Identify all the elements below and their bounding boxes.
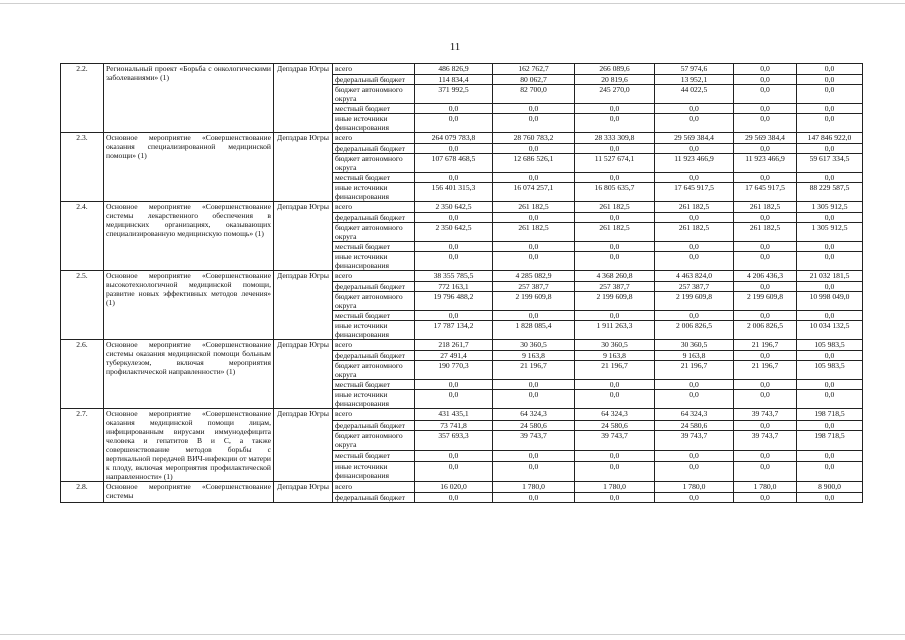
funding-amount: 0,0 [734, 252, 797, 271]
funding-amount: 1 305 912,5 [797, 223, 863, 242]
funding-amount: 1 780,0 [655, 482, 734, 493]
funding-amount: 0,0 [797, 420, 863, 431]
funding-amount: 0,0 [655, 114, 734, 133]
funding-source: всего [333, 409, 415, 421]
funding-amount: 4 368 260,8 [575, 271, 655, 282]
funding-source: федеральный бюджет [333, 493, 415, 503]
funding-source: бюджет автономного округа [333, 431, 415, 451]
funding-amount: 0,0 [575, 451, 655, 462]
funding-amount: 0,0 [734, 75, 797, 85]
measure-description: Основное мероприятие «Совершенствование оказания медицинской помощи лицам, инфицированным вирусами иммунодефицита человека и гепатитов В и С, а также совершенствование методов борьбы с вертикальной передачей ВИЧ-инфекции от матери к плоду, включая мероприятия профилактической направленности» (1) [104, 409, 274, 482]
funding-amount: 0,0 [734, 282, 797, 292]
funding-amount: 0,0 [575, 252, 655, 271]
funding-amount: 0,0 [734, 493, 797, 503]
funding-amount: 16 074 257,1 [493, 183, 575, 202]
funding-amount: 0,0 [734, 104, 797, 114]
funding-source: иные источники финансирования [333, 461, 415, 481]
funding-amount: 8 900,0 [797, 482, 863, 493]
table-row [61, 482, 863, 493]
funding-amount: 1 911 263,3 [575, 321, 655, 340]
funding-amount: 39 743,7 [734, 409, 797, 421]
funding-amount: 0,0 [734, 380, 797, 390]
funding-amount: 21 032 181,5 [797, 271, 863, 282]
row-number: 2.8. [61, 482, 104, 503]
funding-amount: 218 261,7 [415, 340, 493, 351]
responsible-executor: Депздрав Югры [274, 482, 333, 503]
funding-amount: 44 022,5 [655, 85, 734, 104]
funding-amount: 105 983,5 [797, 361, 863, 380]
funding-amount: 0,0 [797, 144, 863, 154]
funding-amount: 11 527 674,1 [575, 154, 655, 173]
row-number: 2.2. [61, 64, 104, 133]
funding-amount: 4 285 082,9 [493, 271, 575, 282]
funding-source: бюджет автономного округа [333, 154, 415, 173]
funding-amount: 261 182,5 [734, 202, 797, 213]
funding-amount: 0,0 [415, 461, 493, 481]
funding-amount: 0,0 [655, 390, 734, 409]
funding-amount: 0,0 [493, 252, 575, 271]
scan-top-edge [0, 3, 905, 4]
funding-amount: 0,0 [797, 493, 863, 503]
funding-amount: 0,0 [493, 104, 575, 114]
funding-amount: 0,0 [734, 351, 797, 361]
funding-amount: 264 079 783,8 [415, 133, 493, 144]
funding-amount: 1 305 912,5 [797, 202, 863, 213]
funding-amount: 4 463 824,0 [655, 271, 734, 282]
funding-amount: 0,0 [575, 242, 655, 252]
funding-amount: 0,0 [415, 114, 493, 133]
funding-amount: 2 199 609,8 [575, 292, 655, 311]
funding-amount: 0,0 [493, 242, 575, 252]
funding-amount: 0,0 [575, 144, 655, 154]
funding-amount: 486 826,9 [415, 64, 493, 75]
funding-source: иные источники финансирования [333, 114, 415, 133]
funding-source: иные источники финансирования [333, 390, 415, 409]
funding-amount: 0,0 [797, 213, 863, 223]
funding-amount: 0,0 [575, 380, 655, 390]
funding-source: федеральный бюджет [333, 420, 415, 431]
funding-amount: 17 787 134,2 [415, 321, 493, 340]
row-number: 2.6. [61, 340, 104, 409]
responsible-executor: Депздрав Югры [274, 271, 333, 340]
responsible-executor: Депздрав Югры [274, 64, 333, 133]
funding-amount: 21 196,7 [734, 361, 797, 380]
funding-amount: 2 199 609,8 [655, 292, 734, 311]
funding-source: бюджет автономного округа [333, 223, 415, 242]
funding-amount: 0,0 [797, 75, 863, 85]
funding-amount: 0,0 [797, 390, 863, 409]
funding-amount: 57 974,6 [655, 64, 734, 75]
funding-amount: 11 923 466,9 [734, 154, 797, 173]
funding-amount: 114 834,4 [415, 75, 493, 85]
funding-amount: 107 678 468,5 [415, 154, 493, 173]
funding-source: всего [333, 482, 415, 493]
funding-amount: 257 387,7 [493, 282, 575, 292]
funding-amount: 266 089,6 [575, 64, 655, 75]
funding-source: иные источники финансирования [333, 252, 415, 271]
funding-amount: 0,0 [734, 451, 797, 462]
funding-amount: 0,0 [575, 493, 655, 503]
funding-source: всего [333, 64, 415, 75]
funding-amount: 1 780,0 [575, 482, 655, 493]
funding-amount: 0,0 [493, 144, 575, 154]
funding-amount: 82 700,0 [493, 85, 575, 104]
funding-amount: 24 580,6 [575, 420, 655, 431]
funding-source: иные источники финансирования [333, 183, 415, 202]
funding-amount: 19 796 488,2 [415, 292, 493, 311]
table-row [61, 133, 863, 144]
responsible-executor: Депздрав Югры [274, 133, 333, 202]
funding-amount: 17 645 917,5 [734, 183, 797, 202]
funding-amount: 0,0 [734, 85, 797, 104]
funding-amount: 0,0 [415, 242, 493, 252]
funding-amount: 261 182,5 [493, 223, 575, 242]
funding-amount: 0,0 [797, 282, 863, 292]
funding-amount: 73 741,8 [415, 420, 493, 431]
funding-amount: 0,0 [734, 461, 797, 481]
funding-amount: 0,0 [575, 114, 655, 133]
funding-amount: 13 952,1 [655, 75, 734, 85]
funding-amount: 0,0 [493, 213, 575, 223]
funding-amount: 0,0 [797, 242, 863, 252]
funding-source: всего [333, 133, 415, 144]
budget-table-body [61, 64, 863, 503]
funding-source: бюджет автономного округа [333, 85, 415, 104]
funding-amount: 30 360,5 [575, 340, 655, 351]
funding-source: федеральный бюджет [333, 282, 415, 292]
funding-amount: 0,0 [493, 173, 575, 183]
page-number: 11 [449, 41, 461, 53]
funding-amount: 39 743,7 [734, 431, 797, 451]
funding-amount: 64 324,3 [655, 409, 734, 421]
budget-table [60, 63, 863, 503]
funding-amount: 0,0 [797, 64, 863, 75]
funding-amount: 38 355 785,5 [415, 271, 493, 282]
funding-source: федеральный бюджет [333, 144, 415, 154]
funding-amount: 24 580,6 [493, 420, 575, 431]
funding-amount: 0,0 [797, 351, 863, 361]
row-number: 2.5. [61, 271, 104, 340]
row-number: 2.7. [61, 409, 104, 482]
funding-source: федеральный бюджет [333, 351, 415, 361]
funding-amount: 16 805 635,7 [575, 183, 655, 202]
funding-source: бюджет автономного округа [333, 361, 415, 380]
funding-amount: 0,0 [797, 252, 863, 271]
funding-amount: 0,0 [575, 461, 655, 481]
funding-amount: 0,0 [493, 493, 575, 503]
funding-amount: 0,0 [734, 64, 797, 75]
funding-amount: 4 206 436,3 [734, 271, 797, 282]
funding-amount: 0,0 [655, 242, 734, 252]
scan-bottom-edge [0, 634, 905, 635]
funding-amount: 9 163,8 [655, 351, 734, 361]
funding-amount: 431 435,1 [415, 409, 493, 421]
funding-amount: 0,0 [493, 390, 575, 409]
funding-amount: 0,0 [655, 252, 734, 271]
funding-amount: 88 229 587,5 [797, 183, 863, 202]
funding-amount: 0,0 [493, 451, 575, 462]
funding-amount: 190 770,3 [415, 361, 493, 380]
funding-amount: 0,0 [575, 390, 655, 409]
funding-amount: 16 020,0 [415, 482, 493, 493]
funding-amount: 0,0 [797, 311, 863, 321]
funding-amount: 0,0 [655, 213, 734, 223]
funding-amount: 0,0 [493, 380, 575, 390]
funding-amount: 12 686 526,1 [493, 154, 575, 173]
funding-source: местный бюджет [333, 242, 415, 252]
funding-amount: 245 270,0 [575, 85, 655, 104]
funding-amount: 1 828 085,4 [493, 321, 575, 340]
funding-amount: 0,0 [415, 173, 493, 183]
funding-amount: 156 401 315,3 [415, 183, 493, 202]
funding-amount: 261 182,5 [655, 223, 734, 242]
row-number: 2.4. [61, 202, 104, 271]
funding-amount: 261 182,5 [655, 202, 734, 213]
funding-amount: 0,0 [734, 144, 797, 154]
table-row [61, 409, 863, 421]
funding-amount: 10 034 132,5 [797, 321, 863, 340]
funding-amount: 2 006 826,5 [655, 321, 734, 340]
funding-source: федеральный бюджет [333, 213, 415, 223]
funding-amount: 17 645 917,5 [655, 183, 734, 202]
funding-amount: 59 617 334,5 [797, 154, 863, 173]
funding-amount: 198 718,5 [797, 409, 863, 421]
funding-amount: 21 196,7 [493, 361, 575, 380]
funding-amount: 0,0 [734, 114, 797, 133]
funding-amount: 0,0 [734, 420, 797, 431]
funding-amount: 20 819,6 [575, 75, 655, 85]
funding-amount: 0,0 [575, 311, 655, 321]
funding-amount: 105 983,5 [797, 340, 863, 351]
measure-description: Основное мероприятие «Совершенствование системы оказания медицинской помощи больным туберкулезом, включая мероприятия профилактической направленности» (1) [104, 340, 274, 409]
funding-amount: 21 196,7 [655, 361, 734, 380]
funding-source: всего [333, 202, 415, 213]
funding-amount: 39 743,7 [575, 431, 655, 451]
funding-source: иные источники финансирования [333, 321, 415, 340]
funding-amount: 0,0 [493, 114, 575, 133]
funding-amount: 1 780,0 [734, 482, 797, 493]
responsible-executor: Депздрав Югры [274, 409, 333, 482]
funding-amount: 0,0 [797, 104, 863, 114]
funding-source: местный бюджет [333, 104, 415, 114]
funding-amount: 0,0 [797, 114, 863, 133]
funding-amount: 1 780,0 [493, 482, 575, 493]
funding-amount: 24 580,6 [655, 420, 734, 431]
funding-source: местный бюджет [333, 173, 415, 183]
funding-amount: 11 923 466,9 [655, 154, 734, 173]
funding-source: местный бюджет [333, 380, 415, 390]
measure-description: Основное мероприятие «Совершенствование оказания специализированной медицинской помощи» (1) [104, 133, 274, 202]
funding-amount: 28 760 783,2 [493, 133, 575, 144]
table-row [61, 271, 863, 282]
funding-amount: 0,0 [655, 144, 734, 154]
funding-source: бюджет автономного округа [333, 292, 415, 311]
funding-amount: 0,0 [415, 104, 493, 114]
funding-amount: 0,0 [797, 461, 863, 481]
measure-description: Региональный проект «Борьба с онкологическими заболеваниями» (1) [104, 64, 274, 133]
funding-amount: 261 182,5 [575, 202, 655, 213]
funding-amount: 27 491,4 [415, 351, 493, 361]
funding-amount: 0,0 [655, 173, 734, 183]
table-row [61, 340, 863, 351]
funding-amount: 261 182,5 [493, 202, 575, 213]
funding-amount: 0,0 [655, 493, 734, 503]
funding-amount: 0,0 [655, 451, 734, 462]
funding-amount: 147 846 922,0 [797, 133, 863, 144]
funding-amount: 0,0 [734, 242, 797, 252]
funding-source: всего [333, 271, 415, 282]
row-number: 2.3. [61, 133, 104, 202]
funding-amount: 9 163,8 [575, 351, 655, 361]
funding-amount: 2 006 826,5 [734, 321, 797, 340]
funding-amount: 0,0 [734, 311, 797, 321]
funding-amount: 29 569 384,4 [655, 133, 734, 144]
measure-description: Основное мероприятие «Совершенствование высокотехнологичной медицинской помощи, развитие новых эффективных методов лечения» (1) [104, 271, 274, 340]
funding-amount: 30 360,5 [493, 340, 575, 351]
funding-amount: 0,0 [493, 311, 575, 321]
funding-amount: 371 992,5 [415, 85, 493, 104]
funding-amount: 28 333 309,8 [575, 133, 655, 144]
funding-amount: 0,0 [493, 461, 575, 481]
funding-amount: 0,0 [415, 390, 493, 409]
funding-source: федеральный бюджет [333, 75, 415, 85]
funding-amount: 0,0 [734, 390, 797, 409]
funding-amount: 261 182,5 [734, 223, 797, 242]
funding-amount: 10 998 049,0 [797, 292, 863, 311]
measure-description: Основное мероприятие «Совершенствование системы [104, 482, 274, 503]
funding-amount: 0,0 [575, 213, 655, 223]
funding-amount: 0,0 [655, 380, 734, 390]
measure-description: Основное мероприятие «Совершенствование системы лекарственного обеспечения в медицинских организациях, оказывающих специализированную медицинскую помощь» (1) [104, 202, 274, 271]
funding-amount: 64 324,3 [493, 409, 575, 421]
funding-amount: 2 199 609,8 [734, 292, 797, 311]
funding-amount: 21 196,7 [575, 361, 655, 380]
funding-amount: 357 693,3 [415, 431, 493, 451]
funding-amount: 0,0 [575, 173, 655, 183]
table-row [61, 64, 863, 75]
funding-amount: 0,0 [415, 451, 493, 462]
funding-amount: 257 387,7 [575, 282, 655, 292]
funding-amount: 0,0 [655, 104, 734, 114]
funding-source: местный бюджет [333, 451, 415, 462]
funding-amount: 0,0 [575, 104, 655, 114]
funding-amount: 0,0 [415, 213, 493, 223]
funding-amount: 9 163,8 [493, 351, 575, 361]
funding-amount: 2 199 609,8 [493, 292, 575, 311]
funding-amount: 0,0 [797, 85, 863, 104]
funding-amount: 0,0 [655, 461, 734, 481]
funding-amount: 0,0 [655, 311, 734, 321]
funding-amount: 2 350 642,5 [415, 223, 493, 242]
responsible-executor: Депздрав Югры [274, 340, 333, 409]
funding-amount: 39 743,7 [493, 431, 575, 451]
funding-amount: 0,0 [797, 173, 863, 183]
funding-amount: 0,0 [734, 173, 797, 183]
funding-amount: 0,0 [797, 451, 863, 462]
funding-amount: 21 196,7 [734, 340, 797, 351]
funding-amount: 29 569 384,4 [734, 133, 797, 144]
funding-amount: 0,0 [734, 213, 797, 223]
funding-amount: 0,0 [415, 252, 493, 271]
funding-source: всего [333, 340, 415, 351]
funding-amount: 772 163,1 [415, 282, 493, 292]
funding-amount: 0,0 [797, 380, 863, 390]
funding-amount: 2 350 642,5 [415, 202, 493, 213]
funding-amount: 198 718,5 [797, 431, 863, 451]
funding-source: местный бюджет [333, 311, 415, 321]
funding-amount: 80 062,7 [493, 75, 575, 85]
table-row [61, 202, 863, 213]
funding-amount: 162 762,7 [493, 64, 575, 75]
funding-amount: 261 182,5 [575, 223, 655, 242]
funding-amount: 257 387,7 [655, 282, 734, 292]
funding-amount: 0,0 [415, 311, 493, 321]
funding-amount: 0,0 [415, 493, 493, 503]
funding-amount: 39 743,7 [655, 431, 734, 451]
responsible-executor: Депздрав Югры [274, 202, 333, 271]
funding-amount: 30 360,5 [655, 340, 734, 351]
funding-amount: 0,0 [415, 144, 493, 154]
funding-amount: 0,0 [415, 380, 493, 390]
funding-amount: 64 324,3 [575, 409, 655, 421]
